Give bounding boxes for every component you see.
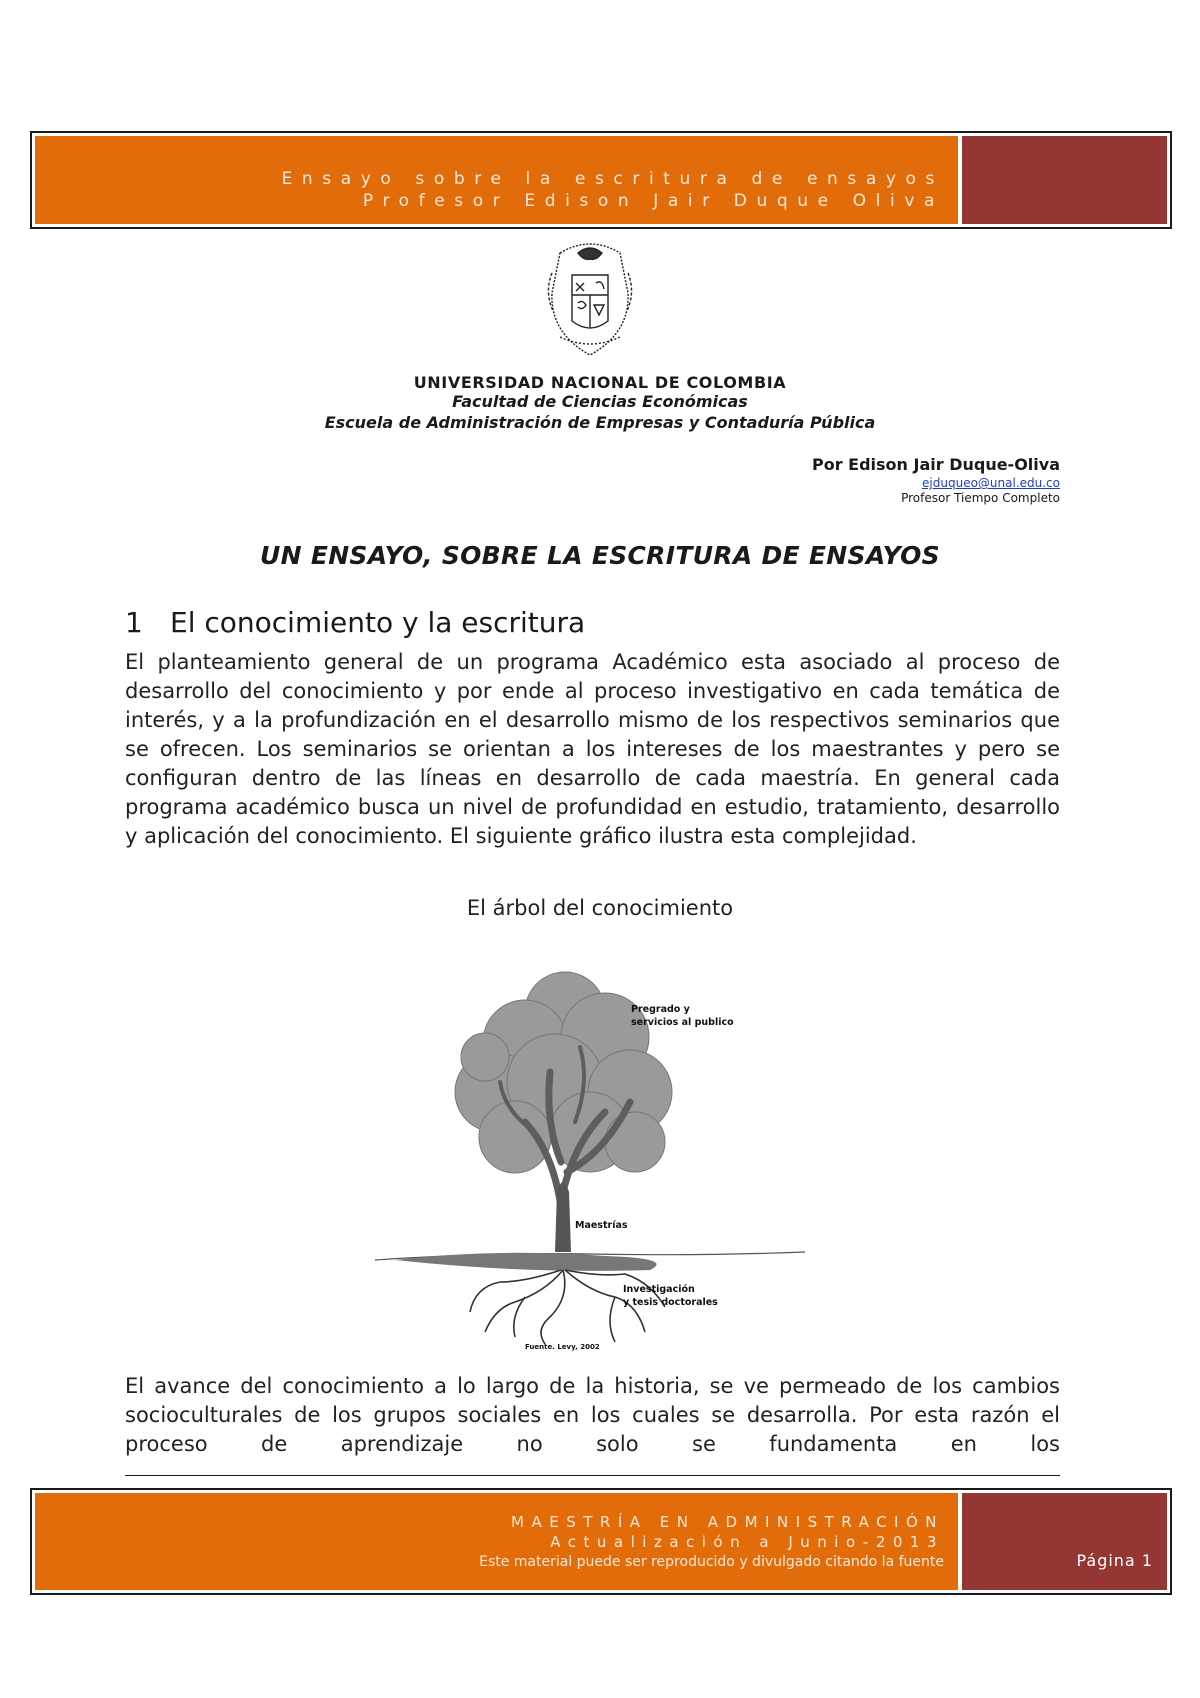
- label-crown-2: servicios al publico: [631, 1017, 734, 1028]
- footer-line-3: Este material puede ser reproducido y divulgado citando la fuente: [479, 1554, 944, 1570]
- header-line-2: Profesor Edison Jair Duque Oliva: [362, 191, 944, 211]
- knowledge-tree-figure: [375, 952, 805, 1352]
- body-paragraph-2: El avance del conocimiento a lo largo de la historia, se ve permeado de los cambios socioculturales de los grupos sociales en los cuales se desarrolla. Por esta razón el proceso de aprendizaje no solo se fundamenta en los: [125, 1374, 1060, 1456]
- school-name: Escuela de Administración de Empresas y Contaduría Pública: [324, 413, 876, 432]
- university-crest-icon: [538, 233, 642, 361]
- label-crown-1: Pregrado y: [631, 1004, 690, 1015]
- footer-line-1: MAESTRÍA EN ADMINISTRACIÓN: [511, 1513, 944, 1531]
- footer-text: [479, 1512, 944, 1572]
- page-footer: [30, 1488, 1172, 1595]
- label-roots-2: y tesis doctorales: [623, 1297, 718, 1308]
- author-name: Por Edison Jair Duque-Oliva: [811, 455, 1060, 474]
- footer-divider: [125, 1475, 1060, 1476]
- section-number: 1: [125, 606, 143, 639]
- footer-maroon-block: [962, 1493, 1167, 1590]
- tree-crown: [455, 972, 672, 1173]
- body-paragraph-1: El planteamiento general de un programa Académico esta asociado al proceso de desarrollo del conocimiento y por ende al proceso investigativo en cada temática de interés, y a la profundización en el desarrollo mismo de los respectivos seminarios que se ofrecen. Los seminarios se orientan a los intereses de los maestrantes y pero se configuran dentro de las líneas en desarrollo de cada maestría. En general cada programa académico busca un nivel de profundidad en estudio, tratamiento, desarrollo y aplicación del conocimiento. El siguiente gráfico ilustra esta complejidad.: [125, 650, 1060, 848]
- footer-line-2: Actualización a Junio-2013: [550, 1533, 944, 1551]
- label-roots-1: Investigación: [623, 1284, 695, 1295]
- page-header: [30, 131, 1172, 229]
- university-name: UNIVERSIDAD NACIONAL DE COLOMBIA: [413, 373, 787, 392]
- section-heading: [125, 606, 585, 639]
- section-title: El conocimiento y la escritura: [170, 606, 586, 639]
- header-orange-block: [35, 136, 958, 224]
- label-trunk: Maestrías: [575, 1220, 628, 1231]
- author-block: [812, 455, 1060, 505]
- header-line-1: Ensayo sobre la escritura de ensayos: [281, 169, 944, 189]
- figure-caption: El árbol del conocimiento: [466, 896, 734, 920]
- author-role: Profesor Tiempo Completo: [901, 491, 1060, 505]
- faculty-name: Facultad de Ciencias Económicas: [452, 392, 748, 411]
- header-text: [282, 168, 944, 212]
- document-title: UN ENSAYO, SOBRE LA ESCRITURA DE ENSAYOS: [260, 541, 940, 570]
- figure-source: Fuente. Levy, 2002: [525, 1343, 600, 1351]
- footer-orange-block: [35, 1493, 958, 1590]
- header-maroon-block: [962, 136, 1167, 224]
- author-email-link[interactable]: ejduqueo@unal.edu.co: [922, 476, 1060, 490]
- ground-band: [395, 1253, 657, 1271]
- page-number: Página 1: [1076, 1551, 1153, 1570]
- tree-trunk: [555, 1182, 571, 1252]
